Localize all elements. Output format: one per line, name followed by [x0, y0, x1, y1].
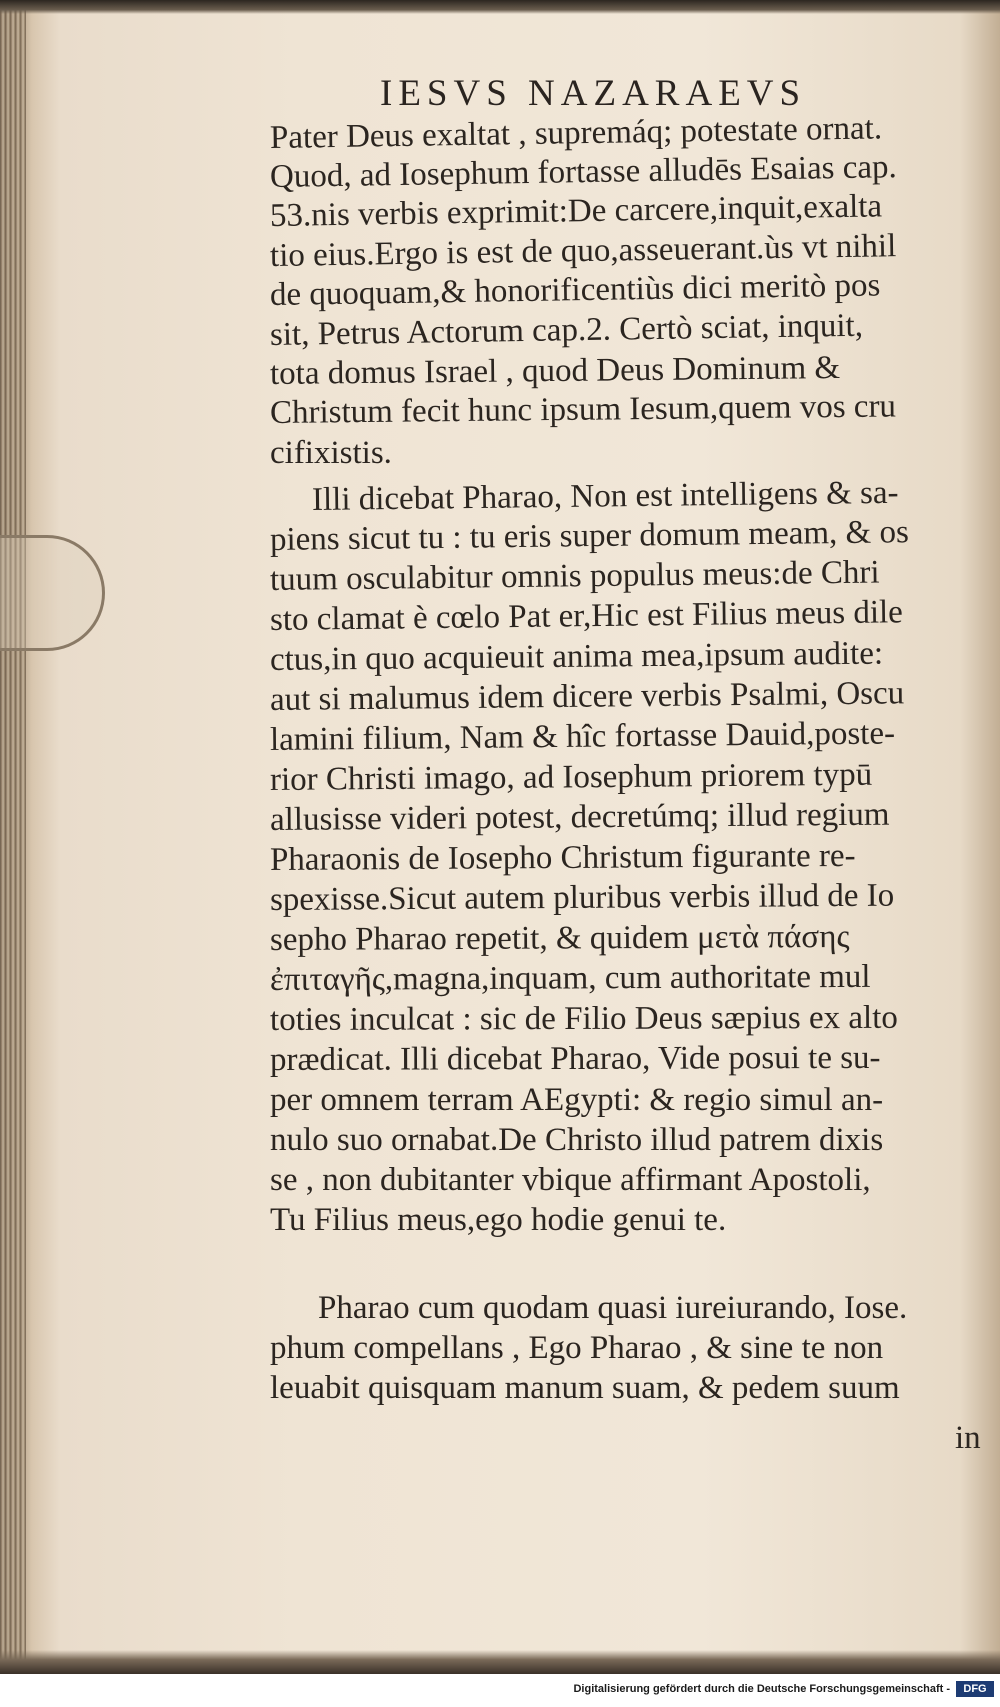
- digitization-footer: [0, 1674, 1000, 1707]
- dfg-logo: DFG: [956, 1681, 994, 1697]
- text-line: cifixistis.: [270, 435, 392, 471]
- text-line: Pharao cum quodam quasi iureiurando, Iose.: [318, 1290, 908, 1326]
- text-line: piens sicut tu : tu eris super domum meam, & os: [269, 514, 910, 558]
- text-line: Pater Deus exaltat , supremáq; potestate ornat.: [269, 110, 883, 156]
- text-line: spexisse.Sicut autem pluribus verbis illud de Io: [269, 877, 895, 918]
- text-line: leuabit quisquam manum suam, & pedem suum: [270, 1370, 900, 1406]
- text-line: Quod, ad Iosephum fortasse alludēs Esaias cap.: [269, 149, 898, 195]
- text-line: sit, Petrus Actorum cap.2. Certò sciat, inquit,: [269, 307, 864, 353]
- text-line: tuum osculabitur omnis populus meus:de Chri: [269, 554, 880, 598]
- text-line: prædicat. Illi dicebat Pharao, Vide posui te su-: [269, 1039, 881, 1078]
- text-line: toties inculcat : sic de Filio Deus sæpius ex alto: [269, 999, 898, 1038]
- text-line: ἐπιταγῆς,magna,inquam, cum authoritate mul: [269, 958, 871, 998]
- text-line: se , non dubitanter vbique affirmant Apostoli,: [270, 1162, 871, 1198]
- text-line: de quoquam,& honorificentiùs dici meritò pos: [269, 267, 881, 313]
- book-spine: [0, 0, 26, 1674]
- text-line: tota domus Israel , quod Deus Dominum &: [269, 350, 841, 392]
- text-line: allusisse videri potest, decretúmq; illud regium: [269, 796, 890, 838]
- top-edge-shadow: [0, 0, 1000, 14]
- text-line: 53.nis verbis exprimit:De carcere,inquit,exalta: [269, 188, 883, 234]
- text-line: per omnem terram AEgypti: & regio simul an-: [270, 1082, 884, 1118]
- text-line: tio eius.Ergo is est de quo,asseuerant.ùs vt nihil: [269, 228, 897, 274]
- text-line: sepho Pharao repetit, & quidem μετὰ πάσης: [269, 918, 850, 958]
- text-line: nulo suo ornabat.De Christo illud patrem dixis: [270, 1122, 884, 1158]
- footer-credit-text: Digitalisierung gefördert durch die Deutsche Forschungsgemeinschaft -: [573, 1683, 950, 1695]
- text-line: Tu Filius meus,ego hodie genui te.: [270, 1202, 727, 1238]
- book-clasp: [0, 535, 105, 651]
- catchword: in: [955, 1420, 981, 1456]
- text-line: aut si malumus idem dicere verbis Psalmi, Oscu: [269, 675, 905, 718]
- text-line: lamini filium, Nam & hîc fortasse Dauid,poste-: [269, 715, 896, 758]
- running-header: IESVS NAZARAEVS: [380, 73, 807, 114]
- text-line: rior Christi imago, ad Iosephum priorem typū: [269, 756, 873, 798]
- text-line: Pharaonis de Iosepho Christum figurante re-: [269, 837, 856, 878]
- text-line: Illi dicebat Pharao, Non est intelligens & sa-: [311, 474, 899, 518]
- text-line: phum compellans , Ego Pharao , & sine te non: [270, 1330, 884, 1366]
- text-line: ctus,in quo acquieuit anima mea,ipsum audite:: [269, 635, 884, 678]
- bottom-edge-shadow: [0, 1650, 1000, 1674]
- text-line: sto clamat è cœlo Pat er,Hic est Filius meus dile: [269, 594, 904, 638]
- text-line: Christum fecit hunc ipsum Iesum,quem vos cru: [269, 388, 897, 431]
